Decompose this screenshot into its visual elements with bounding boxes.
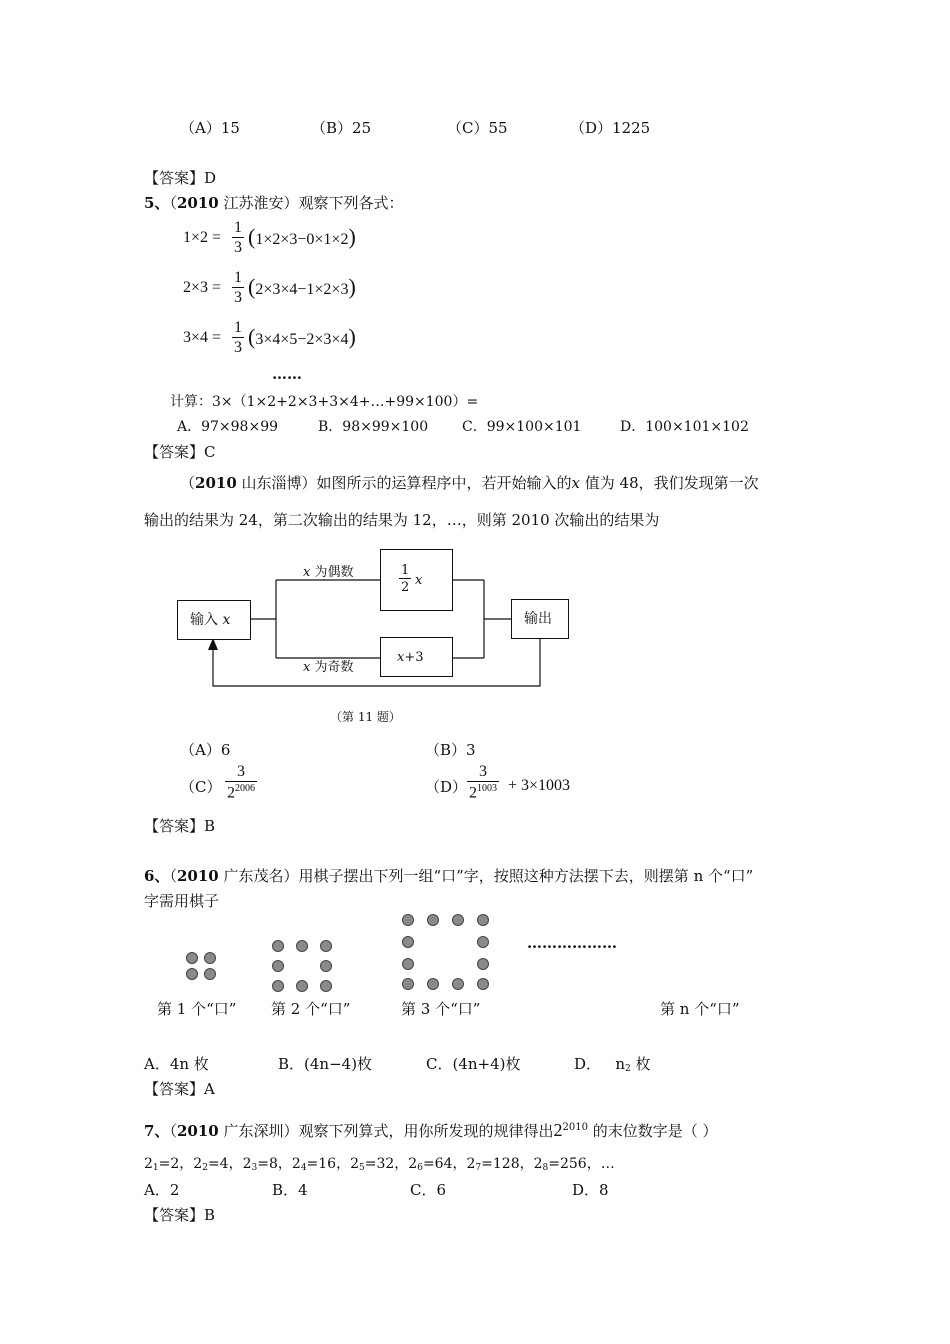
- power-base: 2: [553, 1120, 563, 1140]
- chess-piece: [204, 952, 216, 964]
- power-exponent: 1003: [477, 783, 497, 794]
- q6-heading: [144, 869, 753, 884]
- question-number: 5、: [144, 194, 170, 212]
- source-text: 广东深圳）观察下列算式，用你所发现的规律得出: [218, 1122, 554, 1140]
- chess-piece: [272, 980, 284, 992]
- q5-compute: 计算：3×（1×2+2×3+3×4+…+99×100）=: [170, 394, 479, 410]
- power-item: $2_3=8$，: [242, 1156, 292, 1173]
- chess-piece: [477, 958, 489, 970]
- answer-value: B: [204, 1206, 216, 1224]
- flow-option-a: （A）6: [180, 741, 231, 759]
- chess-piece: [186, 968, 198, 980]
- q4-option-d: （D）1225: [570, 119, 651, 137]
- question-tail: 的末位数字是（ ）: [587, 1122, 718, 1140]
- source-year: 2010: [195, 474, 237, 492]
- formula-inner: 3×4×5−2×3×4: [255, 331, 349, 348]
- pattern-label-3: 第 3 个“口”: [401, 1000, 481, 1018]
- question-number: 6、: [144, 867, 170, 885]
- paren-open: (: [248, 224, 256, 249]
- chess-piece: [204, 968, 216, 980]
- flow-answer: [144, 819, 215, 834]
- fraction-numerator: 3: [237, 763, 245, 780]
- option-label: D．: [574, 1055, 602, 1073]
- option-unit: 枚: [630, 1055, 651, 1073]
- answer-label: 【答案】: [144, 1206, 205, 1224]
- source-open: （: [169, 867, 177, 885]
- q6-option-d: [574, 1057, 651, 1074]
- q5-option-c: C．99×100×101: [462, 419, 582, 435]
- fraction-numerator: 1: [401, 563, 410, 578]
- plus-expression: [397, 651, 424, 664]
- output-box: [511, 599, 569, 639]
- fraction-numerator: 3: [479, 763, 487, 780]
- paren-close: ): [348, 274, 356, 299]
- variable-x: x: [571, 474, 581, 492]
- pattern-label-1: 第 1 个“口”: [157, 1000, 237, 1018]
- output-label: 输出: [524, 611, 552, 627]
- chess-piece: [452, 978, 464, 990]
- fraction-denominator: 2: [401, 580, 410, 595]
- answer-value: A: [204, 1080, 215, 1098]
- q4-option-b: （B）25: [311, 119, 372, 137]
- odd-variable: x: [303, 660, 311, 675]
- fraction-denominator: [225, 781, 257, 801]
- answer-value: C: [204, 443, 216, 461]
- q5-option-d: D．100×101×102: [620, 419, 749, 435]
- input-text: 输入: [190, 612, 218, 628]
- flow-option-b: （B）3: [425, 741, 476, 759]
- odd-branch-label: [303, 661, 353, 674]
- answer-label: 【答案】: [144, 169, 205, 187]
- chess-piece: [477, 914, 489, 926]
- formula-inner: 2×3×4−1×2×3: [255, 281, 349, 298]
- odd-text: 为奇数: [310, 660, 354, 675]
- chess-piece: [296, 940, 308, 952]
- option-fraction: [225, 764, 257, 801]
- chess-piece: [272, 940, 284, 952]
- chess-piece: [402, 978, 414, 990]
- chess-piece: [427, 914, 439, 926]
- chess-piece: [320, 940, 332, 952]
- chess-piece: [186, 952, 198, 964]
- connector-feedback-loop: [213, 638, 540, 686]
- source-text: 江苏淮安）观察下列各式：: [218, 194, 404, 212]
- flow-question-line2: 输出的结果为 24，第二次输出的结果为 12，…，则第 2010 次输出的结果为: [144, 511, 660, 529]
- q5-ellipsis: ……: [272, 365, 302, 383]
- option-label: （C）: [180, 778, 222, 796]
- chess-piece: [402, 958, 414, 970]
- half-variable: x: [415, 573, 423, 588]
- fraction-numerator: 1: [234, 219, 242, 236]
- formula-lhs: 2×3 =: [183, 279, 222, 296]
- power-item: $2_4=16$，: [291, 1156, 351, 1173]
- half-box: [380, 549, 453, 611]
- q5-option-a: A．97×98×99: [177, 419, 279, 435]
- fraction-denominator: 3: [234, 239, 242, 256]
- q7-option-d: D．8: [572, 1181, 609, 1199]
- plus-variable: x: [397, 650, 405, 665]
- answer-label: 【答案】: [144, 1080, 205, 1098]
- power-item: $2_8=256$，…: [533, 1156, 615, 1173]
- power-item: $2_1=2$，: [144, 1156, 194, 1173]
- chess-piece: [477, 978, 489, 990]
- source-text: 山东淄博）如图所示的运算程序中，若开始输入的: [236, 474, 572, 492]
- formula-inner: 1×2×3−0×1×2: [255, 231, 349, 248]
- source-open: （: [169, 194, 177, 212]
- power-item: $2_6=64$，: [408, 1156, 467, 1173]
- source-text: 广东茂名）用棋子摆出下列一组“口”字，按照这种方法摆下去，则摆第 n 个“口”: [218, 867, 754, 885]
- chess-piece: [402, 936, 414, 948]
- q6-option-c: C．(4n+4)枚: [426, 1055, 521, 1073]
- input-box: [177, 600, 251, 640]
- source-year: 2010: [176, 194, 219, 212]
- fraction-numerator: 1: [234, 319, 242, 336]
- paren-open: (: [248, 324, 256, 349]
- question-number: 7、: [144, 1122, 170, 1140]
- power-exponent: 2006: [235, 783, 255, 794]
- q7-heading: [144, 1121, 717, 1139]
- formula-lhs: 3×4 =: [183, 329, 222, 346]
- answer-value: D: [204, 169, 217, 187]
- power-item: $2_7=128$，: [466, 1156, 534, 1173]
- q5-option-b: B．98×99×100: [318, 419, 429, 435]
- power-exponent: 2: [625, 1064, 631, 1074]
- q6-option-b: B．(4n−4)枚: [278, 1055, 373, 1073]
- chess-piece: [427, 978, 439, 990]
- even-branch-label: [303, 566, 353, 579]
- fraction-numerator: 1: [234, 269, 242, 286]
- even-variable: x: [303, 565, 311, 580]
- formula-lhs: 1×2 =: [183, 229, 222, 246]
- q6-line2: 字需用棋子: [144, 892, 220, 910]
- fraction-denominator: [467, 781, 499, 801]
- q6-answer: [144, 1082, 215, 1097]
- q7-powers: [144, 1157, 615, 1173]
- q7-answer: [144, 1208, 215, 1223]
- paren-close: ): [348, 224, 356, 249]
- power-exponent: 2010: [562, 1122, 588, 1133]
- source-open: （: [180, 474, 196, 492]
- option-label: （D）: [425, 778, 468, 796]
- q7-option-b: B．4: [272, 1181, 308, 1199]
- fraction-denominator: 3: [234, 289, 242, 306]
- chess-piece: [320, 960, 332, 972]
- plus-text: +3: [404, 650, 424, 665]
- chess-piece: [272, 960, 284, 972]
- chess-piece: [296, 980, 308, 992]
- answer-label: 【答案】: [144, 817, 205, 835]
- source-open: （: [169, 1122, 177, 1140]
- fraction-denominator: 3: [234, 339, 242, 356]
- question-text: 值为 48，我们发现第一次: [580, 474, 759, 492]
- power-base: 2: [227, 784, 235, 802]
- source-year: 2010: [176, 867, 219, 885]
- chess-piece: [320, 980, 332, 992]
- power-item: $2_2=4$，: [193, 1156, 243, 1173]
- answer-label: 【答案】: [144, 443, 205, 461]
- source-year: 2010: [176, 1122, 219, 1140]
- option-fraction: [467, 764, 499, 801]
- input-variable: x: [222, 612, 231, 628]
- paren-close: ): [348, 324, 356, 349]
- chess-piece: [452, 914, 464, 926]
- option-tail: + 3×1003: [508, 777, 571, 794]
- flowchart-caption: （第 11 题）: [330, 710, 401, 724]
- plus-box: [380, 637, 453, 677]
- chess-piece: [477, 936, 489, 948]
- q4-option-c: （C）55: [447, 119, 508, 137]
- q7-option-a: A．2: [144, 1181, 180, 1199]
- pattern-label-2: 第 2 个“口”: [271, 1000, 351, 1018]
- pattern-ellipsis: ………………: [527, 934, 617, 952]
- paren-open: (: [248, 274, 256, 299]
- q7-option-c: C．6: [410, 1181, 447, 1199]
- power-base: n: [615, 1055, 626, 1073]
- power-item: $2_5=32$，: [350, 1156, 409, 1173]
- half-fraction: [399, 564, 411, 594]
- pattern-label-n: 第 n 个“口”: [660, 1000, 740, 1018]
- input-label: [190, 613, 230, 627]
- q4-option-a: （A）15: [180, 119, 240, 137]
- power-base: 2: [469, 784, 477, 802]
- q6-option-a: A．4n 枚: [144, 1055, 209, 1073]
- even-text: 为偶数: [310, 565, 354, 580]
- chess-piece: [402, 914, 414, 926]
- answer-value: B: [204, 817, 216, 835]
